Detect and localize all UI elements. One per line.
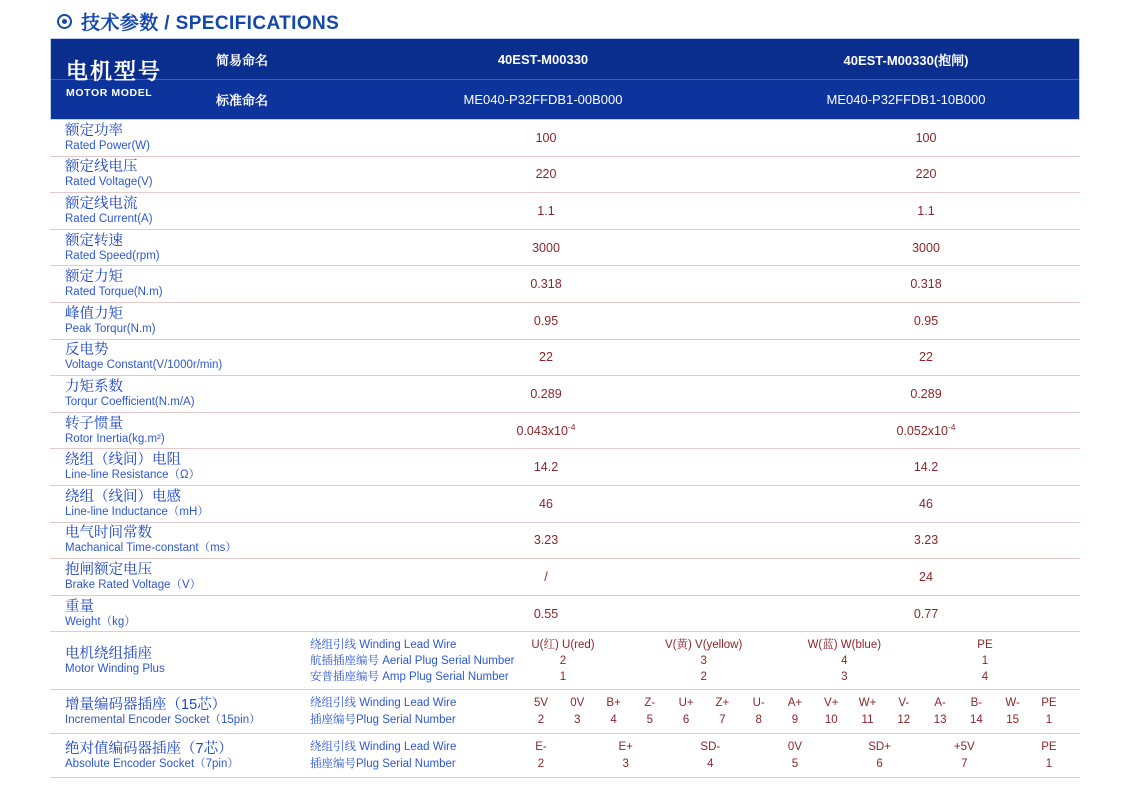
winding-pin-column	[799, 637, 889, 685]
pin-number: 6	[876, 757, 883, 770]
motor-model-header-cell	[51, 39, 216, 119]
pin-number-amp: 3	[841, 670, 848, 683]
winding-pin-column	[659, 637, 749, 685]
spec-row-label	[50, 489, 320, 519]
row-label-zh: 额定线电流	[65, 195, 138, 212]
spec-row	[50, 376, 1080, 413]
spec-value: 0.95	[913, 313, 939, 328]
encoder-pin-column	[1031, 695, 1067, 729]
pin-header: W-	[1005, 696, 1020, 709]
pin-number-amp: 1	[559, 670, 567, 683]
spec-value: 0.318	[530, 277, 562, 292]
pin-number-aerial: 4	[841, 654, 848, 667]
spec-row-label	[50, 123, 320, 153]
incremental-encoder-label	[50, 697, 310, 727]
spec-row-label	[50, 379, 320, 409]
encoder-pin-column	[523, 695, 559, 729]
spec-row	[50, 230, 1080, 267]
spec-value: 1.1	[537, 203, 555, 218]
spec-value: 22	[539, 350, 553, 365]
standard-name-label: 标准命名	[216, 93, 269, 108]
pin-number: 6	[682, 713, 690, 726]
encoder-pin-column	[1029, 739, 1069, 773]
spec-row	[50, 523, 1080, 560]
row-label-en: Brake Rated Voltage（V）	[65, 578, 202, 591]
spec-value: 3000	[532, 240, 560, 255]
absolute-encoder-row	[50, 734, 1080, 778]
incremental-encoder-row	[50, 690, 1080, 734]
winding-sublabels	[310, 637, 515, 685]
spec-row	[50, 340, 1080, 377]
pin-number: 10	[824, 713, 838, 726]
pin-header: B-	[970, 696, 983, 709]
spec-row	[50, 559, 1080, 596]
spec-value: 0.95	[533, 313, 559, 328]
spec-row	[50, 303, 1080, 340]
page-title	[57, 8, 339, 35]
row-label-en: Incremental Encoder Socket（15pin）	[65, 713, 261, 726]
row-label-en: Rated Voltage(V)	[65, 176, 153, 189]
spec-value: 100	[535, 130, 557, 145]
row-label-zh: 额定力矩	[65, 269, 123, 286]
sublabel-line: 绕组引线 Winding Lead Wire	[310, 696, 457, 709]
encoder-pin-column	[777, 695, 813, 729]
spec-row-label	[50, 159, 320, 189]
winding-pin-column	[940, 637, 1030, 685]
winding-pin-column	[518, 637, 608, 685]
spec-rows-container	[50, 120, 1080, 632]
pin-number: 4	[707, 757, 714, 770]
pin-header: Z+	[715, 696, 730, 709]
row-label-zh: 额定转速	[65, 232, 123, 249]
spec-row	[50, 120, 1080, 157]
pin-header: PE	[977, 638, 993, 651]
pin-number: 2	[537, 757, 545, 770]
row-label-en: Rated Speed(rpm)	[65, 249, 160, 262]
encoder-pin-column	[559, 695, 595, 729]
row-label-zh: 电气时间常数	[65, 525, 152, 542]
motor-model-label-en: MOTOR MODEL	[66, 86, 153, 99]
pin-number: 3	[622, 757, 629, 770]
encoder-pin-column	[741, 695, 777, 729]
pin-number-aerial: 2	[559, 654, 567, 667]
pin-header: E+	[618, 740, 633, 753]
spec-value: 220	[535, 167, 557, 182]
row-label-zh: 增量编码器插座（15芯）	[65, 696, 227, 713]
pin-number: 14	[969, 713, 983, 726]
spec-row	[50, 486, 1080, 523]
spec-value: 46	[539, 496, 553, 511]
pin-header: B+	[606, 696, 621, 709]
pin-number: 13	[933, 713, 947, 726]
row-label-zh: 转子惯量	[65, 415, 123, 432]
encoder-pin-column	[995, 695, 1031, 729]
encoder-pin-column	[690, 739, 730, 773]
pin-header: SD+	[868, 740, 891, 753]
spec-value: 14.2	[533, 460, 559, 475]
spec-value: 0.55	[533, 606, 559, 621]
row-label-zh: 绕组（线间）电感	[65, 488, 181, 505]
spec-value: 0.289	[530, 386, 562, 401]
pin-number: 4	[610, 713, 617, 726]
pin-number: 7	[719, 713, 726, 726]
model-standard-col2: ME040-P32FFDB1-10B000	[826, 92, 986, 107]
pin-header: E-	[535, 740, 547, 753]
pin-number: 1	[1045, 713, 1053, 726]
spec-row-label	[50, 306, 320, 336]
row-label-en: Rated Power(W)	[65, 139, 150, 152]
model-simple-col2: 40EST-M00330(抱闸)	[843, 52, 969, 68]
encoder-pin-column	[704, 695, 740, 729]
pin-header: 0V	[570, 696, 585, 709]
winding-pin-table	[518, 637, 1030, 685]
row-label-en: Rated Torque(N.m)	[65, 286, 163, 299]
pin-number: 8	[755, 713, 762, 726]
pin-number: 7	[961, 757, 968, 770]
encoder-pin-column	[850, 695, 886, 729]
pin-number-aerial: 3	[700, 654, 707, 667]
encoder-pin-column	[668, 695, 704, 729]
pin-header: V+	[824, 696, 839, 709]
absolute-sublabels	[310, 739, 456, 773]
pin-number: 12	[897, 713, 911, 726]
absolute-encoder-label	[50, 741, 310, 771]
encoder-pin-column	[860, 739, 900, 773]
row-label-zh: 峰值力矩	[65, 305, 123, 322]
pin-number-amp: 2	[700, 670, 707, 683]
pin-number: 9	[791, 713, 799, 726]
spec-value: 0.318	[910, 277, 942, 292]
sublabel-line: 绕组引线 Winding Lead Wire	[310, 740, 457, 753]
spec-value: /	[544, 569, 548, 584]
spec-value: 3.23	[913, 533, 939, 548]
pin-number: 5	[791, 757, 799, 770]
page-title-text: 技术参数 / SPECIFICATIONS	[81, 13, 340, 34]
row-label-en: Rated Current(A)	[65, 212, 153, 225]
row-label-en: Absolute Encoder Socket（7pin）	[65, 757, 239, 770]
incremental-sublabels	[310, 695, 456, 729]
sublabel-line: 绕组引线 Winding Lead Wire	[310, 638, 457, 651]
spec-value: 0.77	[913, 606, 939, 621]
encoder-pin-column	[813, 695, 849, 729]
spec-row	[50, 266, 1080, 303]
spec-row-label	[50, 233, 320, 263]
pin-number: 5	[646, 713, 654, 726]
sublabel-line: 航插插座编号 Aerial Plug Serial Number	[310, 654, 515, 667]
row-label-zh: 力矩系数	[65, 378, 123, 395]
row-label-zh: 反电势	[65, 342, 109, 359]
model-simple-col1: 40EST-M00330	[497, 51, 589, 67]
incremental-pin-table	[523, 695, 1067, 729]
row-label-zh: 绕组（线间）电阻	[65, 452, 181, 469]
spec-value: 220	[915, 167, 937, 182]
row-label-en: Rotor Inertia(kg.m²)	[65, 432, 165, 445]
pin-header: Z-	[644, 696, 656, 709]
pin-header: 0V	[787, 740, 802, 753]
pin-header: U(红) U(red)	[531, 638, 595, 651]
row-label-zh: 重量	[65, 598, 94, 615]
spec-value: 0.289	[910, 386, 942, 401]
pin-header: 5V	[533, 696, 549, 709]
encoder-pin-column	[521, 739, 561, 773]
spec-row	[50, 157, 1080, 194]
model-standard-col1: ME040-P32FFDB1-00B000	[463, 92, 623, 107]
pin-header: V-	[898, 696, 910, 709]
spec-row-label	[50, 599, 320, 629]
pin-header: +5V	[953, 740, 975, 753]
sublabel-line: 安普插座编号 Amp Plug Serial Number	[310, 670, 509, 683]
row-label-en: Voltage Constant(V/1000r/min)	[65, 359, 223, 372]
spec-row-label	[50, 562, 320, 592]
pin-header: U-	[752, 696, 765, 709]
row-label-en: Line-line Resistance（Ω）	[65, 469, 201, 482]
pin-header: U+	[678, 696, 694, 709]
row-label-en: Peak Torqur(N.m)	[65, 322, 156, 335]
pin-header: A-	[934, 696, 946, 709]
spec-value: 14.2	[913, 460, 939, 475]
spec-row	[50, 413, 1080, 450]
encoder-pin-column	[632, 695, 668, 729]
spec-row-label	[50, 342, 320, 372]
spec-value: $0.052x10^{-4}$	[896, 422, 956, 439]
row-label-en: Weight（kg）	[65, 615, 136, 628]
motor-model-label-zh: 电机型号	[66, 58, 163, 84]
table-header	[50, 38, 1080, 120]
encoder-pin-column	[606, 739, 646, 773]
sublabel-line: 插座编号Plug Serial Number	[310, 713, 456, 726]
row-label-en: Line-line Inductance（mH）	[65, 505, 209, 518]
row-label-zh: 电机绕组插座	[65, 645, 152, 662]
encoder-pin-column	[596, 695, 632, 729]
row-label-zh: 额定线电压	[65, 159, 138, 176]
pin-number: 1	[1045, 757, 1053, 770]
pin-number-amp: 4	[981, 670, 989, 683]
row-label-zh: 抱闸额定电压	[65, 561, 152, 578]
row-label-zh: 绝对值编码器插座（7芯）	[65, 740, 233, 757]
pin-header: V(黄) V(yellow)	[665, 638, 743, 651]
pin-number: 2	[537, 713, 545, 726]
spec-table	[50, 38, 1080, 778]
pin-number: 15	[1006, 713, 1020, 726]
spec-value: 24	[919, 569, 933, 584]
spec-row-label	[50, 525, 320, 555]
row-label-zh: 额定功率	[65, 122, 123, 139]
row-label-en: Machanical Time-constant（ms）	[65, 542, 237, 555]
spec-value: 3000	[912, 240, 940, 255]
spec-value: 100	[915, 130, 937, 145]
encoder-pin-column	[944, 739, 984, 773]
pin-header: A+	[787, 696, 803, 709]
spec-row-label	[50, 269, 320, 299]
spec-value: $0.043x10^{-4}$	[516, 422, 576, 439]
pin-header: W(蓝) W(blue)	[807, 638, 882, 651]
pin-number: 11	[861, 713, 874, 726]
spec-row-label	[50, 196, 320, 226]
encoder-pin-column	[886, 695, 922, 729]
sublabel-line: 插座编号Plug Serial Number	[310, 757, 456, 770]
spec-value: 1.1	[917, 203, 935, 218]
spec-row	[50, 449, 1080, 486]
spec-value: 3.23	[533, 533, 559, 548]
simple-name-label: 简易命名	[216, 52, 269, 68]
pin-number: 3	[574, 713, 581, 726]
pin-number-aerial: 1	[981, 654, 989, 667]
spec-row	[50, 193, 1080, 230]
circle-dot-icon	[57, 14, 72, 29]
spec-row	[50, 596, 1080, 633]
encoder-pin-column	[922, 695, 958, 729]
pin-header: W+	[858, 696, 877, 709]
pin-header: PE	[1041, 740, 1057, 753]
spec-row-label	[50, 416, 320, 446]
row-label-en: Torqur Coefficient(N.m/A)	[65, 395, 195, 408]
absolute-pin-table	[521, 739, 1069, 773]
motor-winding-row	[50, 632, 1080, 690]
pin-header: SD-	[700, 740, 721, 753]
encoder-pin-column	[958, 695, 994, 729]
spec-value: 46	[919, 496, 933, 511]
encoder-pin-column	[775, 739, 815, 773]
pin-header: PE	[1041, 696, 1057, 709]
spec-value: 22	[919, 350, 933, 365]
motor-winding-label	[50, 646, 310, 676]
spec-row-label	[50, 452, 320, 482]
row-label-en: Motor Winding Plus	[65, 662, 165, 675]
